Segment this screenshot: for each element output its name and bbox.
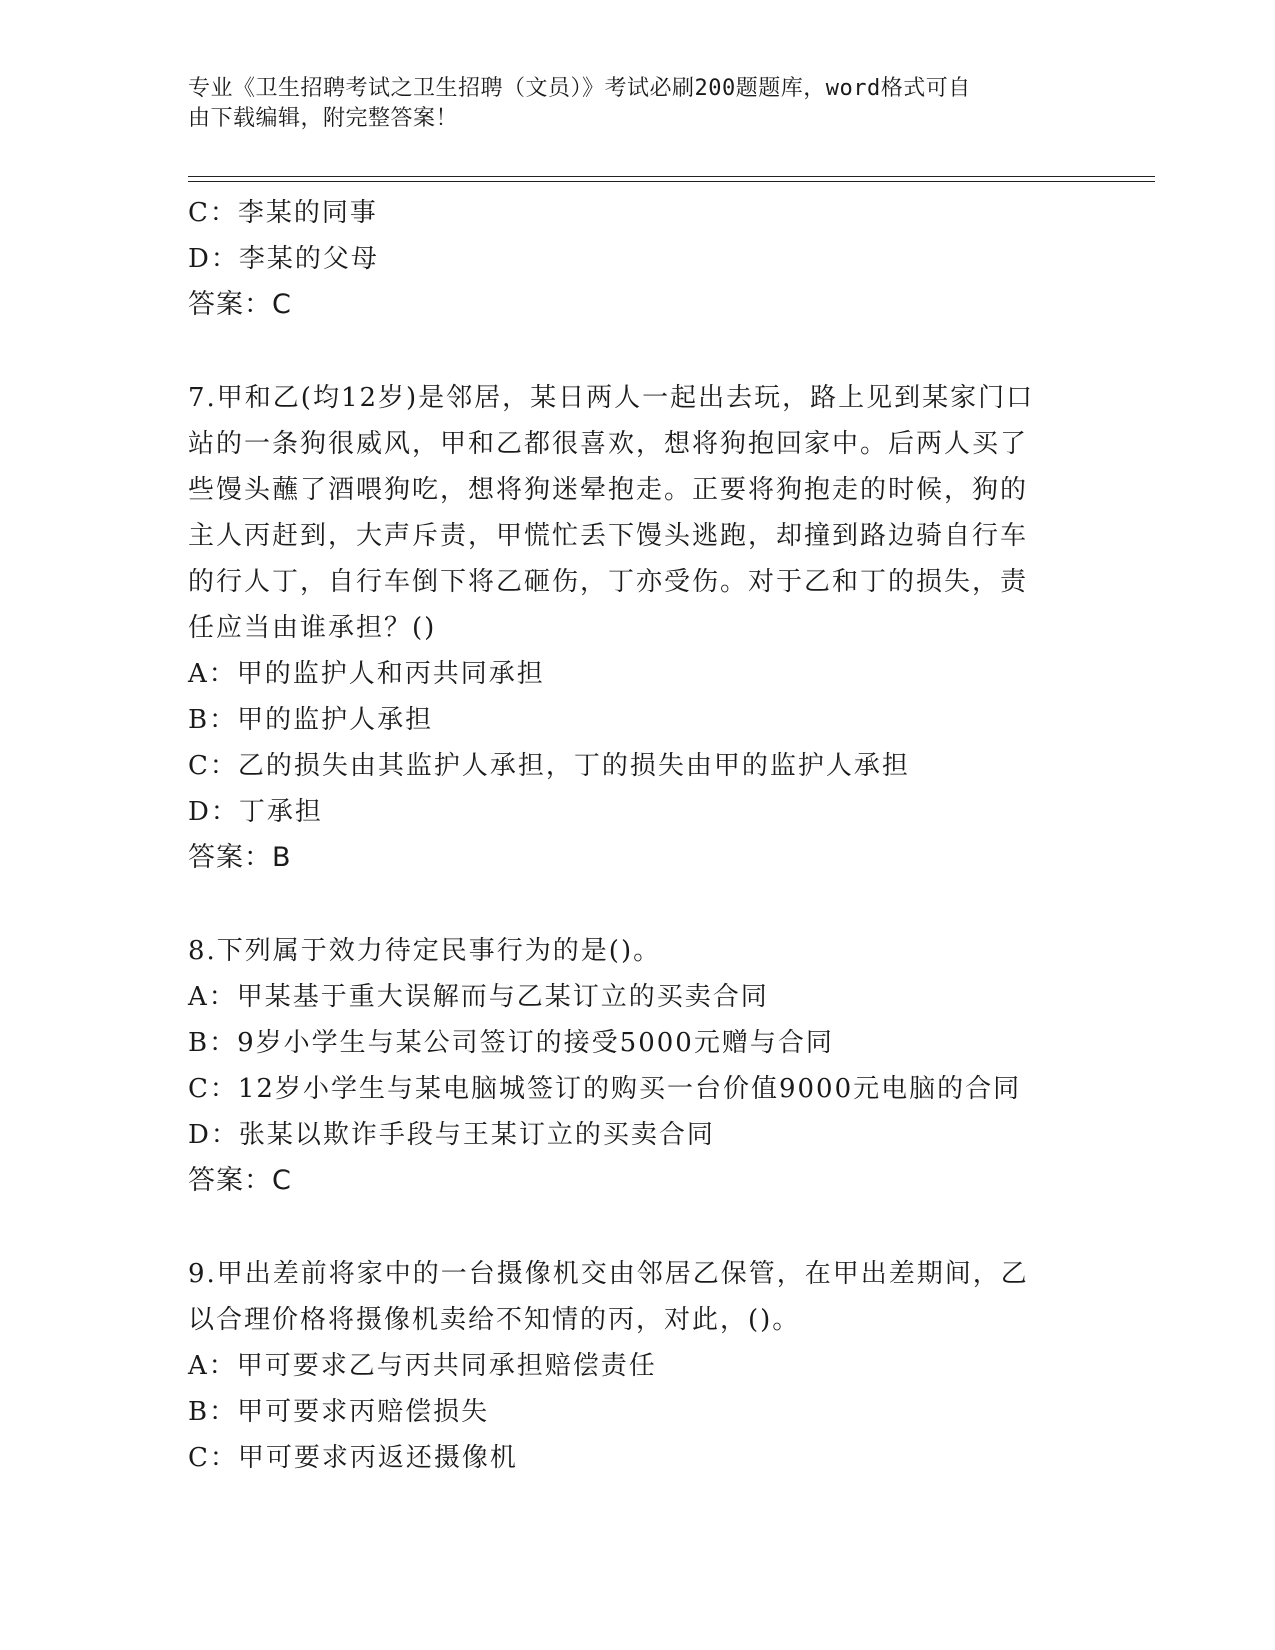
document-header: [188, 74, 1068, 134]
question-8-line-1: 8.下列属于效力待定民事行为的是()。: [188, 936, 662, 966]
option-c-q7: C：乙的损失由其监护人承担，丁的损失由甲的监护人承担: [188, 751, 910, 781]
option-c-q6: C：李某的同事: [188, 198, 378, 228]
answer-q6: 答案：C: [188, 289, 292, 320]
question-7-line-1: 7.甲和乙(均12岁)是邻居，某日两人一起出去玩，路上见到某家门口: [188, 383, 1035, 413]
question-7-line-6: 任应当由谁承担？(): [188, 613, 437, 643]
header-line-1: 专业《卫生招聘考试之卫生招聘（文员）》考试必刷200题题库，word格式可自: [188, 76, 971, 101]
option-b-q7: B：甲的监护人承担: [188, 705, 434, 735]
header-line-2: 由下载编辑，附完整答案！: [188, 106, 459, 131]
question-9-line-2: 以合理价格将摄像机卖给不知情的丙，对此，()。: [188, 1305, 801, 1335]
spacer: [188, 328, 1088, 375]
option-d-q7: D：丁承担: [188, 797, 323, 827]
option-a-q7: A：甲的监护人和丙共同承担: [188, 659, 545, 689]
option-a-q8: A：甲某基于重大误解而与乙某订立的买卖合同: [188, 982, 769, 1012]
option-b-q8: B：9岁小学生与某公司签订的接受5000元赠与合同: [188, 1028, 834, 1058]
option-c-q8: C：12岁小学生与某电脑城签订的购买一台价值9000元电脑的合同: [188, 1074, 1022, 1104]
option-a-q9: A：甲可要求乙与丙共同承担赔偿责任: [188, 1351, 657, 1381]
question-7-line-5: 的行人丁，自行车倒下将乙砸伤，丁亦受伤。对于乙和丁的损失，责: [188, 567, 1029, 597]
option-d-q8: D：张某以欺诈手段与王某订立的买卖合同: [188, 1120, 715, 1150]
question-7-line-4: 主人丙赶到，大声斥责，甲慌忙丢下馒头逃跑，却撞到路边骑自行车: [188, 521, 1029, 551]
question-7-line-3: 些馒头蘸了酒喂狗吃，想将狗迷晕抱走。正要将狗抱走的时候，狗的: [188, 475, 1029, 505]
spacer: [188, 881, 1088, 928]
answer-q7: 答案：B: [188, 842, 292, 873]
header-rule-top: [188, 176, 1155, 177]
option-d-q6: D：李某的父母: [188, 244, 379, 274]
spacer: [188, 1204, 1088, 1251]
document-body: [188, 190, 1088, 1481]
question-9-line-1: 9.甲出差前将家中的一台摄像机交由邻居乙保管，在甲出差期间，乙: [188, 1259, 1029, 1289]
option-b-q9: B：甲可要求丙赔偿损失: [188, 1397, 490, 1427]
question-7-line-2: 站的一条狗很威风，甲和乙都很喜欢，想将狗抱回家中。后两人买了: [188, 429, 1029, 459]
option-c-q9: C：甲可要求丙返还摄像机: [188, 1443, 518, 1473]
header-rule-bottom: [188, 181, 1155, 182]
answer-q8: 答案：C: [188, 1165, 292, 1196]
